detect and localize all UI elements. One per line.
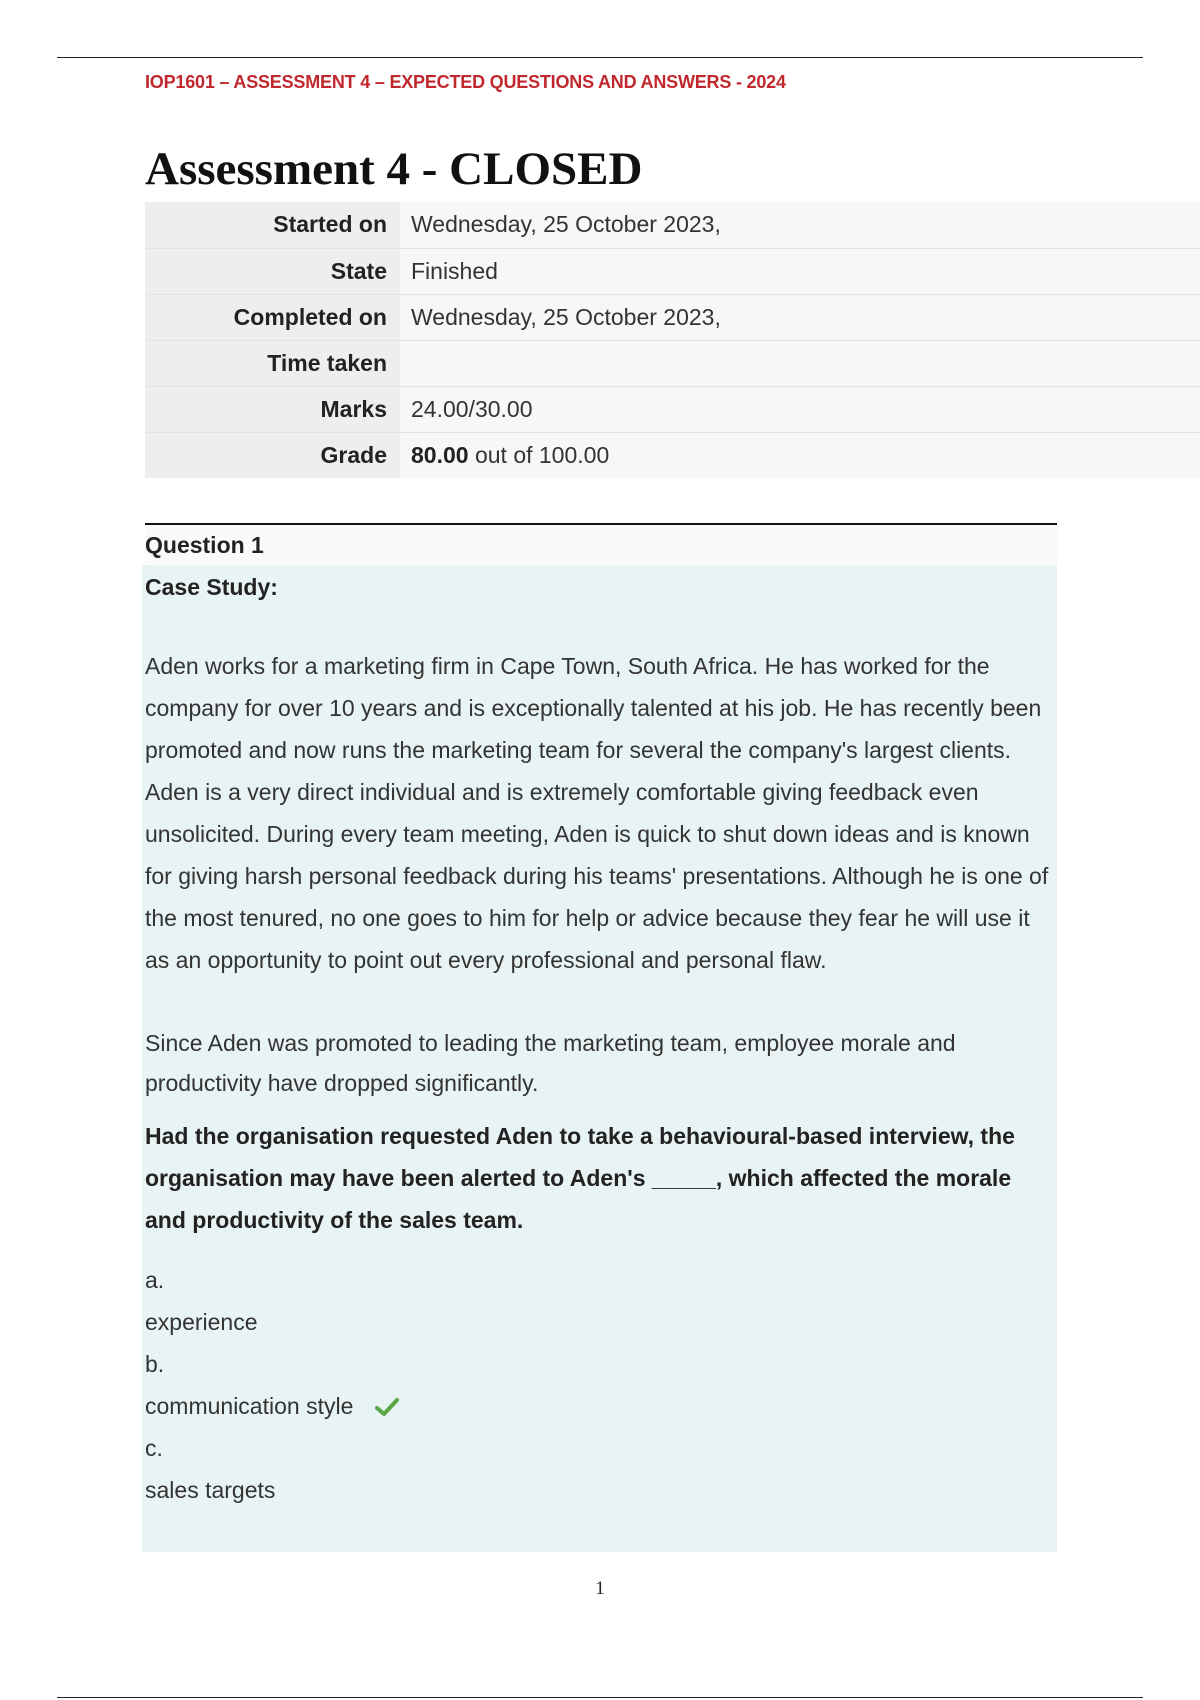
summary-label: State — [145, 248, 400, 294]
summary-row-time-taken — [145, 340, 1200, 386]
summary-label: Completed on — [145, 294, 400, 340]
summary-value: 24.00/30.00 — [400, 386, 1200, 432]
summary-row-grade — [145, 432, 1200, 478]
summary-value: Finished — [400, 248, 1200, 294]
answer-list — [145, 1259, 1057, 1511]
question-number: Question 1 — [145, 525, 1057, 565]
summary-label: Marks — [145, 386, 400, 432]
answer-letter: b. — [145, 1351, 165, 1377]
case-paragraph: Since Aden was promoted to leading the marketing team, employee morale and productivity have dropped significantly. — [145, 1030, 956, 1096]
page-number: 1 — [595, 1578, 605, 1599]
summary-row-completed — [145, 294, 1200, 340]
question-prompt: Had the organisation requested Aden to take a behavioural-based interview, the organisation may have been alerted to Aden's _____, which affected the morale and productivity of the sales team. — [145, 1123, 1015, 1233]
question-text — [142, 565, 1057, 1552]
summary-label: Grade — [145, 432, 400, 478]
summary-row-state — [145, 248, 1200, 294]
summary-row-started — [145, 202, 1200, 248]
top-rule — [57, 57, 1143, 58]
case-study-label: Case Study: — [145, 574, 278, 600]
answer-option — [145, 1469, 1057, 1511]
summary-label: Time taken — [145, 340, 400, 386]
summary-value — [400, 432, 1200, 478]
answer-letter: c. — [145, 1435, 163, 1461]
answer-text: experience — [145, 1309, 258, 1335]
summary-value: Wednesday, 25 October 2023, — [400, 294, 1200, 340]
grade-out-of: out of 100.00 — [468, 441, 610, 468]
summary-value: Wednesday, 25 October 2023, — [400, 202, 1200, 248]
answer-text: communication style — [145, 1393, 354, 1419]
answer-text: sales targets — [145, 1477, 276, 1503]
attempt-summary-table — [145, 202, 1200, 478]
grade-score: 80.00 — [411, 441, 469, 468]
summary-row-marks — [145, 386, 1200, 432]
answer-option — [145, 1385, 1057, 1427]
case-paragraph: Aden works for a marketing firm in Cape Town, South Africa. He has worked for the company for over 10 years and is exceptionally talented at his job. He has recently been promoted and now runs the marketing team for several the company's largest clients. Aden is a very direct individual and is extremely comfortable giving feedback even unsolicited. During every team meeting, Aden is quick to shut down ideas and is known for giving harsh personal feedback during his teams' presentations. Although he is one of the most tenured, no one goes to him for help or advice because they fear he will use it as an opportunity to point out every professional and personal flaw. — [145, 653, 1049, 973]
question-block — [145, 523, 1057, 1552]
summary-label: Started on — [145, 202, 400, 248]
checkmark-icon — [375, 1388, 399, 1430]
page-title: Assessment 4 - CLOSED — [145, 143, 643, 195]
answer-letter: a. — [145, 1267, 165, 1293]
answer-option — [145, 1301, 1057, 1343]
document-header: IOP1601 – ASSESSMENT 4 – EXPECTED QUESTIONS AND ANSWERS - 2024 — [145, 72, 786, 92]
summary-value — [400, 340, 1200, 386]
bottom-rule — [57, 1697, 1143, 1698]
